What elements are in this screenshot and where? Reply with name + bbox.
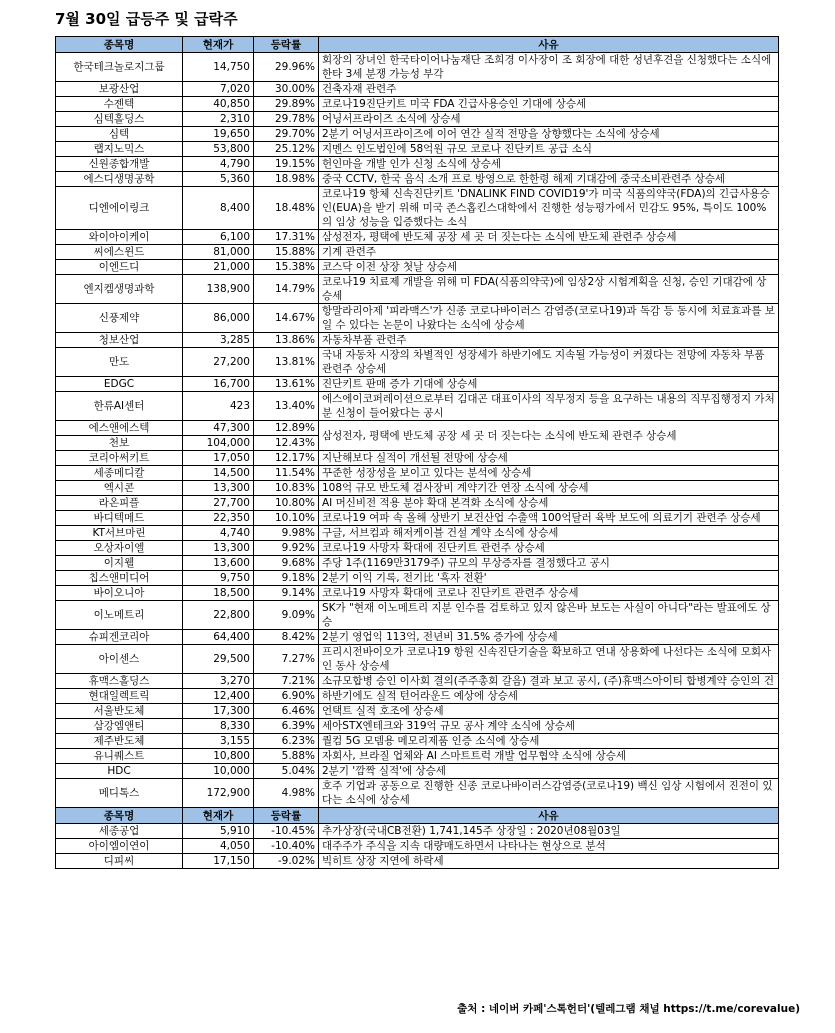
- change-rate: 7.21%: [254, 674, 319, 689]
- reason: 구글, 서브컴과 해저케이블 건설 계약 소식에 상승세: [319, 526, 779, 541]
- current-price: 4,050: [183, 839, 254, 854]
- stock-name: 서울반도체: [56, 704, 183, 719]
- reason: 중국 CCTV, 한국 음식 소개 프로 방영으로 한한령 해제 기대감에 중국소비관련주 상승세: [319, 172, 779, 187]
- change-rate: 19.15%: [254, 157, 319, 172]
- reason: 지난해보다 실적이 개선될 전망에 상승세: [319, 451, 779, 466]
- rise-row: [56, 719, 779, 734]
- stock-name: 한국테크놀로지그룹: [56, 53, 183, 82]
- stock-name: 랩지노믹스: [56, 142, 183, 157]
- change-rate: 11.54%: [254, 466, 319, 481]
- reason: 건축자재 관련주: [319, 82, 779, 97]
- rise-row: [56, 526, 779, 541]
- stock-name: 유니퀘스트: [56, 749, 183, 764]
- rise-row: [56, 734, 779, 749]
- stock-name: 세종메디칼: [56, 466, 183, 481]
- rise-row: [56, 481, 779, 496]
- change-rate: 12.17%: [254, 451, 319, 466]
- rise-row: [56, 245, 779, 260]
- stock-name: HDC: [56, 764, 183, 779]
- rise-row: [56, 421, 779, 436]
- change-rate: 5.04%: [254, 764, 319, 779]
- reason: 삼성전자, 평택에 반도체 공장 세 곳 더 짓는다는 소식에 반도체 관련주 상승세: [319, 421, 779, 451]
- change-rate: 7.27%: [254, 645, 319, 674]
- current-price: 14,750: [183, 53, 254, 82]
- reason: 코로나19 여파 속 올해 상반기 보건산업 수출액 100억달러 육박 보도에 의료기기 관련주 상승세: [319, 511, 779, 526]
- rise-row: [56, 392, 779, 421]
- rise-row: [56, 541, 779, 556]
- change-rate: 12.89%: [254, 421, 319, 436]
- reason: 회장의 장녀인 한국타이어나눔재단 조희경 이사장이 조 회장에 대한 성년후견을 신청했다는 소식에 한타 3세 분쟁 가능성 부각: [319, 53, 779, 82]
- column-header: 현재가: [183, 37, 254, 53]
- current-price: 19,650: [183, 127, 254, 142]
- stock-name: 신풍제약: [56, 304, 183, 333]
- change-rate: 13.40%: [254, 392, 319, 421]
- stock-name: 아이센스: [56, 645, 183, 674]
- stock-name: 이노메트리: [56, 601, 183, 630]
- current-price: 13,300: [183, 541, 254, 556]
- change-rate: 15.88%: [254, 245, 319, 260]
- fall-row: [56, 839, 779, 854]
- change-rate: 4.98%: [254, 779, 319, 808]
- change-rate: 29.70%: [254, 127, 319, 142]
- stock-name: 제주반도체: [56, 734, 183, 749]
- rise-row: [56, 496, 779, 511]
- rise-row: [56, 260, 779, 275]
- current-price: 22,800: [183, 601, 254, 630]
- reason: 호주 기업과 공동으로 진행한 신종 코로나바이러스감염증(코로나19) 백신 임상 시험에서 진전이 있다는 소식에 상승세: [319, 779, 779, 808]
- current-price: 16,700: [183, 377, 254, 392]
- current-price: 64,400: [183, 630, 254, 645]
- reason: 2분기 '깜짝 실적'에 상승세: [319, 764, 779, 779]
- current-price: 27,200: [183, 348, 254, 377]
- current-price: 86,000: [183, 304, 254, 333]
- current-price: 172,900: [183, 779, 254, 808]
- reason: 빅히트 상장 지연에 하락세: [319, 854, 779, 869]
- change-rate: 6.46%: [254, 704, 319, 719]
- stock-name: 한류AI센터: [56, 392, 183, 421]
- change-rate: 30.00%: [254, 82, 319, 97]
- column-header: 종목명: [56, 37, 183, 53]
- current-price: 5,360: [183, 172, 254, 187]
- reason: 꾸준한 성장성을 보이고 있다는 분석에 상승세: [319, 466, 779, 481]
- stock-name: 엑시콘: [56, 481, 183, 496]
- rise-row: [56, 230, 779, 245]
- stock-name: 슈피겐코리아: [56, 630, 183, 645]
- reason: 소규모합병 승인 이사회 결의(주주총회 갈음) 결과 보고 공시, (주)휴맥스아이티 합병계약 승인의 건: [319, 674, 779, 689]
- current-price: 8,400: [183, 187, 254, 230]
- current-price: 81,000: [183, 245, 254, 260]
- current-price: 3,155: [183, 734, 254, 749]
- change-rate: 18.48%: [254, 187, 319, 230]
- current-price: 138,900: [183, 275, 254, 304]
- change-rate: 29.89%: [254, 97, 319, 112]
- rise-row: [56, 53, 779, 82]
- change-rate: 29.96%: [254, 53, 319, 82]
- stock-name: EDGC: [56, 377, 183, 392]
- column-header: 현재가: [183, 808, 254, 824]
- current-price: 2,310: [183, 112, 254, 127]
- rise-row: [56, 586, 779, 601]
- reason: 헌인마을 개발 인가 신청 소식에 상승세: [319, 157, 779, 172]
- stock-name: 디엔에이링크: [56, 187, 183, 230]
- current-price: 40,850: [183, 97, 254, 112]
- rise-row: [56, 333, 779, 348]
- stock-name: 와이아이케이: [56, 230, 183, 245]
- stock-name: 코리아써키트: [56, 451, 183, 466]
- change-rate: 6.23%: [254, 734, 319, 749]
- reason: 코스닥 이전 상장 첫날 상승세: [319, 260, 779, 275]
- stock-name: 라온피플: [56, 496, 183, 511]
- change-rate: 8.42%: [254, 630, 319, 645]
- change-rate: 13.61%: [254, 377, 319, 392]
- reason: 퀄컴 5G 모뎀용 메모리제품 인증 소식에 상승세: [319, 734, 779, 749]
- current-price: 21,000: [183, 260, 254, 275]
- reason: 어닝서프라이즈 소식에 상승세: [319, 112, 779, 127]
- stock-name: 아이엠이연이: [56, 839, 183, 854]
- reason: 국내 자동차 시장의 차별적인 성장세가 하반기에도 지속될 가능성이 커졌다는 전망에 자동차 부품 관련주 상승세: [319, 348, 779, 377]
- stock-name: 엔지켐생명과학: [56, 275, 183, 304]
- change-rate: 29.78%: [254, 112, 319, 127]
- change-rate: 18.98%: [254, 172, 319, 187]
- current-price: 17,300: [183, 704, 254, 719]
- rise-row: [56, 82, 779, 97]
- current-price: 17,050: [183, 451, 254, 466]
- change-rate: 9.18%: [254, 571, 319, 586]
- stock-table: [55, 36, 779, 869]
- rise-row: [56, 187, 779, 230]
- change-rate: 10.80%: [254, 496, 319, 511]
- current-price: 47,300: [183, 421, 254, 436]
- stock-name: 메디톡스: [56, 779, 183, 808]
- stock-name: 세종공업: [56, 824, 183, 839]
- column-header: 등락률: [254, 808, 319, 824]
- stock-table-body: [56, 37, 779, 869]
- current-price: 18,500: [183, 586, 254, 601]
- reason: 언택트 실적 호조에 상승세: [319, 704, 779, 719]
- stock-name: 휴맥스홀딩스: [56, 674, 183, 689]
- change-rate: 5.88%: [254, 749, 319, 764]
- stock-name: 수젠텍: [56, 97, 183, 112]
- reason: 삼성전자, 평택에 반도체 공장 세 곳 더 짓는다는 소식에 반도체 관련주 상승세: [319, 230, 779, 245]
- rise-row: [56, 304, 779, 333]
- change-rate: 9.92%: [254, 541, 319, 556]
- reason: 기계 관련주: [319, 245, 779, 260]
- current-price: 3,285: [183, 333, 254, 348]
- current-price: 6,100: [183, 230, 254, 245]
- page-title: 7월 30일 급등주 및 급락주: [55, 10, 238, 28]
- stock-name: 이지웰: [56, 556, 183, 571]
- change-rate: 9.09%: [254, 601, 319, 630]
- column-header: 종목명: [56, 808, 183, 824]
- stock-name: 만도: [56, 348, 183, 377]
- current-price: 27,700: [183, 496, 254, 511]
- rise-row: [56, 466, 779, 481]
- stock-name: 디피씨: [56, 854, 183, 869]
- reason: 코로나19 사망자 확대에 코로나 진단키트 관련주 상승세: [319, 586, 779, 601]
- change-rate: 25.12%: [254, 142, 319, 157]
- reason: SK가 "현재 이노메트리 지분 인수를 검토하고 있지 않은바 보도는 사실이 아니다"라는 발표에도 상승: [319, 601, 779, 630]
- rise-row: [56, 645, 779, 674]
- fall-row: [56, 854, 779, 869]
- change-rate: 15.38%: [254, 260, 319, 275]
- change-rate: 13.86%: [254, 333, 319, 348]
- reason: 하반기에도 실적 턴어라운드 예상에 상승세: [319, 689, 779, 704]
- rise-row: [56, 689, 779, 704]
- stock-name: KT서브마린: [56, 526, 183, 541]
- reason: 자동차부품 관련주: [319, 333, 779, 348]
- current-price: 53,800: [183, 142, 254, 157]
- stock-name: 이엔드디: [56, 260, 183, 275]
- stock-name: 칩스앤미디어: [56, 571, 183, 586]
- reason: 주당 1주(1169만3179주) 규모의 무상증자를 결정했다고 공시: [319, 556, 779, 571]
- current-price: 423: [183, 392, 254, 421]
- change-rate: 17.31%: [254, 230, 319, 245]
- change-rate: 9.14%: [254, 586, 319, 601]
- current-price: 7,020: [183, 82, 254, 97]
- current-price: 4,790: [183, 157, 254, 172]
- rise-row: [56, 348, 779, 377]
- current-price: 5,910: [183, 824, 254, 839]
- reason: 세아STX엔테크와 319억 규모 공사 계약 소식에 상승세: [319, 719, 779, 734]
- stock-name: 심텍: [56, 127, 183, 142]
- current-price: 29,500: [183, 645, 254, 674]
- reason: 추가상장(국내CB전환) 1,741,145주 상장일 : 2020년08월03일: [319, 824, 779, 839]
- column-header: 사유: [319, 37, 779, 53]
- change-rate: 9.68%: [254, 556, 319, 571]
- stock-name: 오상자이엘: [56, 541, 183, 556]
- stock-name: 바디텍메드: [56, 511, 183, 526]
- rise-row: [56, 142, 779, 157]
- change-rate: 14.79%: [254, 275, 319, 304]
- current-price: 8,330: [183, 719, 254, 734]
- current-price: 12,400: [183, 689, 254, 704]
- rise-row: [56, 157, 779, 172]
- reason: 항말라리아제 '피라맥스'가 신종 코로나바이러스 감염증(코로나19)과 독감 등 동시에 치료효과를 보일 수 있다는 논문이 나왔다는 소식에 상승세: [319, 304, 779, 333]
- stock-name: 천보: [56, 436, 183, 451]
- stock-name: 에스앤에스텍: [56, 421, 183, 436]
- reason: 108억 규모 반도체 검사장비 계약기간 연장 소식에 상승세: [319, 481, 779, 496]
- reason: 2분기 이익 기록, 전기比 '흑자 전환': [319, 571, 779, 586]
- fall-row: [56, 824, 779, 839]
- rise-row: [56, 97, 779, 112]
- header-row: [56, 37, 779, 53]
- stock-name: 씨에스윈드: [56, 245, 183, 260]
- rise-row: [56, 704, 779, 719]
- column-header: 등락률: [254, 37, 319, 53]
- rise-row: [56, 112, 779, 127]
- reason: 2분기 영업익 113억, 전년비 31.5% 증가에 상승세: [319, 630, 779, 645]
- reason: 진단키트 판매 증가 기대에 상승세: [319, 377, 779, 392]
- current-price: 4,740: [183, 526, 254, 541]
- change-rate: 10.83%: [254, 481, 319, 496]
- rise-row: [56, 764, 779, 779]
- rise-row: [56, 511, 779, 526]
- stock-name: 신원종합개발: [56, 157, 183, 172]
- current-price: 10,000: [183, 764, 254, 779]
- reason: 코로나19 사망자 확대에 진단키트 관련주 상승세: [319, 541, 779, 556]
- current-price: 13,600: [183, 556, 254, 571]
- current-price: 22,350: [183, 511, 254, 526]
- rise-row: [56, 451, 779, 466]
- reason: 지멘스 인도법인에 58억원 규모 코로나 진단키트 공급 소식: [319, 142, 779, 157]
- reason: 자회사, 브라질 업체와 AI 스마트트럭 개발 업무협약 소식에 상승세: [319, 749, 779, 764]
- change-rate: 14.67%: [254, 304, 319, 333]
- change-rate: 13.81%: [254, 348, 319, 377]
- rise-row: [56, 601, 779, 630]
- change-rate: -9.02%: [254, 854, 319, 869]
- current-price: 3,270: [183, 674, 254, 689]
- change-rate: 6.90%: [254, 689, 319, 704]
- change-rate: -10.45%: [254, 824, 319, 839]
- rise-row: [56, 630, 779, 645]
- source-note: 출처 : 네이버 카페'스톡헌터'(텔레그램 채널 https://t.me/corevalue): [457, 1003, 800, 1015]
- rise-row: [56, 127, 779, 142]
- reason: 2분기 어닝서프라이즈에 이어 연간 실적 전망을 상향했다는 소식에 상승세: [319, 127, 779, 142]
- stock-name: 보광산업: [56, 82, 183, 97]
- reason: 코로나19 치료제 개발을 위해 미 FDA(식품의약국)에 임상2상 시험계획을 신청, 승인 기대감에 상승세: [319, 275, 779, 304]
- stock-name: 청보산업: [56, 333, 183, 348]
- reason: AI 머신비전 적용 분야 확대 본격화 소식에 상승세: [319, 496, 779, 511]
- rise-row: [56, 172, 779, 187]
- change-rate: 6.39%: [254, 719, 319, 734]
- stock-name: 심텍홀딩스: [56, 112, 183, 127]
- rise-row: [56, 674, 779, 689]
- reason: 코로나19진단키트 미국 FDA 긴급사용승인 기대에 상승세: [319, 97, 779, 112]
- header-row: [56, 808, 779, 824]
- reason: 프리시전바이오가 코로나19 항원 신속진단기술을 확보하고 연내 상용화에 나선다는 소식에 모회사인 동사 상승세: [319, 645, 779, 674]
- rise-row: [56, 275, 779, 304]
- reason: 에스에이코퍼레이션으로부터 김대곤 대표이사의 직무정지 등을 요구하는 내용의 직무집행정지 가처분 신청이 들어왔다는 공시: [319, 392, 779, 421]
- current-price: 9,750: [183, 571, 254, 586]
- stock-name: 삼강엠앤티: [56, 719, 183, 734]
- change-rate: 10.10%: [254, 511, 319, 526]
- stock-name: 현대일렉트릭: [56, 689, 183, 704]
- change-rate: 9.98%: [254, 526, 319, 541]
- rise-row: [56, 556, 779, 571]
- change-rate: 12.43%: [254, 436, 319, 451]
- rise-row: [56, 571, 779, 586]
- reason: 코로나19 항체 신속진단키트 'DNALINK FIND COVID19'가 미국 식품의약국(FDA)의 긴급사용승인(EUA)을 받기 위해 미국 존스홉킨스대학에서 진행한 성능평가에서 민감도 95%, 특이도 100%의 임상 성능을 입증했다는 소식: [319, 187, 779, 230]
- rise-row: [56, 779, 779, 808]
- current-price: 14,500: [183, 466, 254, 481]
- stock-name: 바이오니아: [56, 586, 183, 601]
- rise-row: [56, 377, 779, 392]
- current-price: 104,000: [183, 436, 254, 451]
- rise-row: [56, 749, 779, 764]
- stock-name: 에스디생명공학: [56, 172, 183, 187]
- current-price: 10,800: [183, 749, 254, 764]
- column-header: 사유: [319, 808, 779, 824]
- change-rate: -10.40%: [254, 839, 319, 854]
- current-price: 17,150: [183, 854, 254, 869]
- reason: 대주주가 주식을 지속 대량매도하면서 나타나는 현상으로 분석: [319, 839, 779, 854]
- current-price: 13,300: [183, 481, 254, 496]
